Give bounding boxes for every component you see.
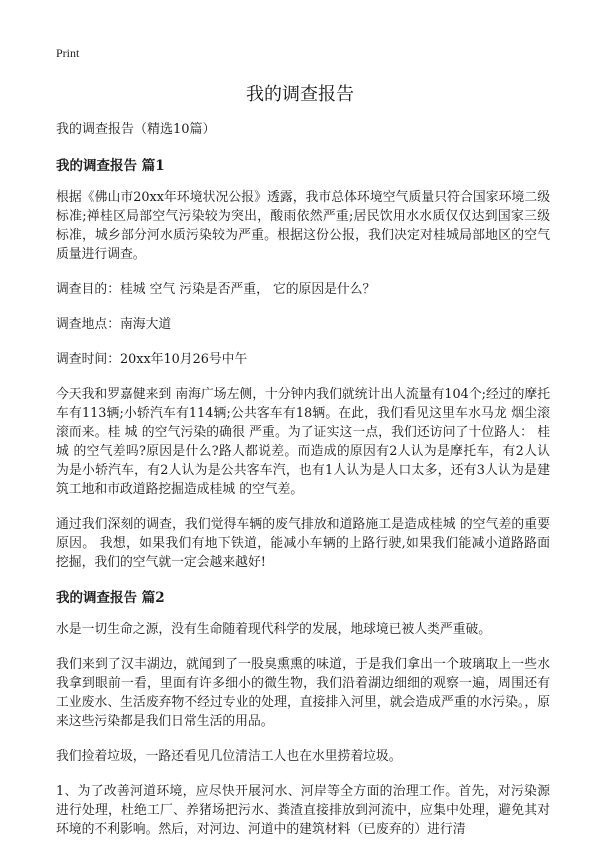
section-heading: 我的调查报告 篇1 [56,158,165,174]
paragraph-intro: 水是一切生命之源，没有生命随着现代科学的发展，地球境已被人类严重破。 [56,622,492,637]
section-1 [56,156,550,572]
paragraph-suggestion: 1、为了改善河道环境，应尽快开展河水、河岸等全方面的治理工作。首先，对污染源进行处理，杜绝工厂、养猪场把污水、粪渣直接排放到河流中，应集中处理，避免其对环境的不利影响。然后，对河边、河道中的建筑材料（已废弃的）进行清 [56,784,550,837]
document-subtitle: 我的调查报告（精选10篇） [56,122,216,137]
paragraph-time: 调查时间：20xx年10月26号中午 [56,352,248,367]
document-body [56,120,550,855]
paragraph-background: 根据《佛山市20xx年环境状况公报》透露，我市总体环境空气质量只符合国家环境二级标准;禅桂区局部空气污染较为突出，酸雨依然严重;居民饮用水水质仅仅达到国家三级标准，城乡部分河水质污染较为严重。根据这份公报，我们决定对桂城局部地区的空气质量进行调查。 [56,190,550,262]
paragraph-observation: 我们来到了汉丰湖边，就闻到了一股臭熏熏的味道，于是我们拿出一个玻璃取上一些水我拿到眼前一看，里面有许多细小的微生物，我们沿着湖边细细的观察一遍，周围还有工业废水、生活废弃物不经过专业的处理，直接排入河里，就会造成严重的水污染。，原来这些污染都是我们日常生活的用品。 [56,657,550,729]
paragraph-purpose: 调查目的：桂城 空气 污染是否严重， 它的原因是什么？ [56,282,376,297]
section-heading: 我的调查报告 篇2 [56,590,165,606]
paragraph-findings: 今天我和罗嘉健来到 南海广场左侧，十分钟内我们就统计出人流量有104个;经过的摩托车有113辆;小轿汽车有114辆;公共客车有18辆。在此，我们看见这里车水马龙 烟尘滚滚而来。桂 城 的空气污染的确很 严重。为了证实这一点，我们还访问了十位路人： 桂 城 的空气差吗?原因是什么?路人都说差。而造成的原因有2人认为是摩托车，有2人认为是小轿汽车，有2人认为是公共客车汽，也有1人认为是人口太多，还有3人认为是建筑工地和市政道路挖掘造成桂城 的空气差。 [56,387,550,497]
paragraph-location: 调查地点：南海大道 [56,317,172,332]
section-2 [56,588,550,839]
document-title: 我的调查报告 [246,84,354,105]
print-link[interactable]: Print [56,46,80,60]
paragraph-cleanup: 我们捡着垃圾，一路还看见几位清洁工人也在水里捞着垃圾。 [56,749,402,764]
paragraph-conclusion: 通过我们深刻的调查，我们觉得车辆的废气排放和道路施工是造成桂城 的空气差的重要原因。 我想，如果我们有地下铁道，能减小车辆的上路行驶,如果我们能减小道路路面挖掘，我们的空气就一定会越来越好! [56,517,550,570]
